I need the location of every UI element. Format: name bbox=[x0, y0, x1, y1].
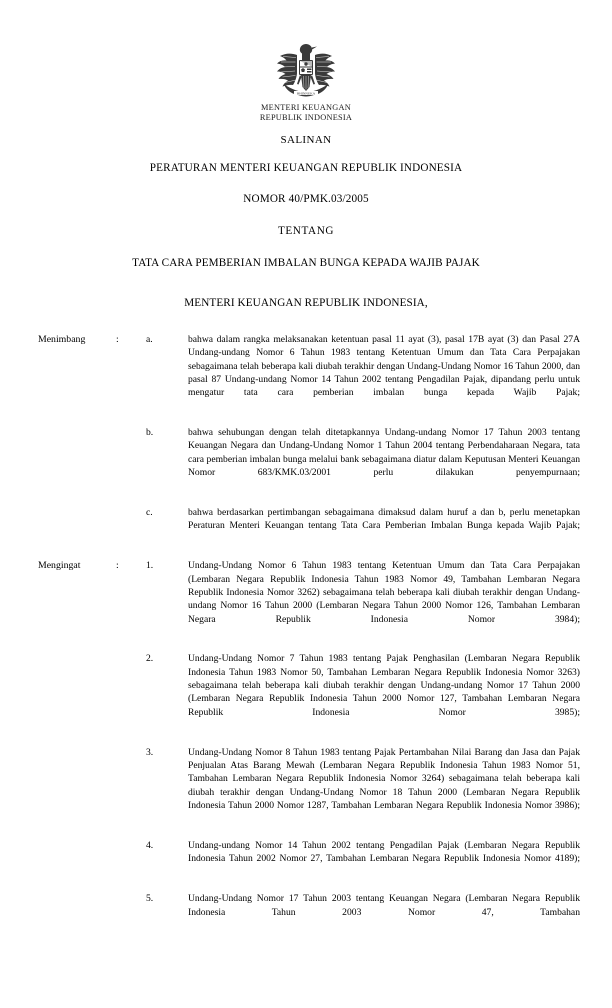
menimbang-item-b bbox=[38, 426, 580, 493]
salinan-label: SALINAN bbox=[280, 133, 332, 146]
menimbang-item-c bbox=[38, 506, 580, 546]
item-marker: a. bbox=[146, 333, 153, 345]
mengingat-item-1 bbox=[38, 559, 580, 639]
mengingat-item-3 bbox=[38, 746, 580, 826]
tentang-label: TENTANG bbox=[277, 224, 335, 237]
item-text: bahwa sehubungan dengan telah ditetapkannya Undang-undang Nomor 17 Tahun 2003 tentang Keuangan Negara dan Undang-Undang Nomor 1 Tahun 2004 tentang Perbendaharaan Negara, tata cara pemberian imbalan bunga melalui bank sebagaimana diatur dalam Keputusan Menteri Keuangan Nomor 683/KMK.03/2001 perlu dilakukan penyempurnaan; bbox=[188, 427, 580, 479]
mengingat-label: Mengingat bbox=[38, 560, 81, 572]
item-marker: 5. bbox=[146, 893, 154, 905]
mengingat-item-2 bbox=[38, 652, 580, 732]
document-title: PERATURAN MENTERI KEUANGAN REPUBLIK INDONESIA bbox=[149, 161, 463, 174]
svg-text:BHINNEKA: BHINNEKA bbox=[296, 91, 316, 96]
item-text: Undang-Undang Nomor 8 Tahun 1983 tentang Pajak Pertambahan Nilai Barang dan Jasa dan Pajak Penjualan Atas Barang Mewah (Lembaran Negara Republik Indonesia Tahun 1983 Nomor 51, Tambahan Lembaran Negara Republik Indonesia Nomor 3264) sebagaimana telah beberapa kali diubah terakhir dengan Undang-Undang Nomor 18 Tahun 2000 (Lembaran Negara Republik Indonesia Tahun 2000 Nomor 1287, Tambahan Lembaran Negara Republik Indonesia Nomor 3986); bbox=[188, 746, 580, 812]
emblem-caption-line1: MENTERI KEUANGAN bbox=[261, 103, 351, 112]
item-text: bahwa dalam rangka melaksanakan ketentuan pasal 11 ayat (3), pasal 17B ayat (3) dan Pasal 27A Undang-undang Nomor 6 Tahun 1983 tentang Ketentuan Umum dan Tata Cara Perpajakan sebagaimana telah beberapa kali diubah terakhir dengan Undang-Undang Nomor 16 Tahun 2000, dan pasal 87 Undang-undang Nomor 14 Tahun 2002 tentang Pengadilan Pajak, dipandang perlu untuk mengatur tata cara pemberian imbalan bunga kepada Wajib Pajak; bbox=[188, 333, 580, 399]
document-number: NOMOR 40/PMK.03/2005 bbox=[243, 192, 369, 205]
menimbang-label: Menimbang bbox=[38, 333, 86, 345]
emblem-caption-line2: REPUBLIK INDONESIA bbox=[259, 113, 353, 123]
menimbang-item-a bbox=[38, 333, 580, 413]
menimbang-colon: : bbox=[116, 333, 119, 345]
item-marker: c. bbox=[146, 506, 153, 518]
garuda-pancasila-emblem bbox=[275, 42, 337, 100]
mengingat-item-4 bbox=[38, 839, 580, 879]
section-spacer bbox=[38, 546, 580, 559]
mengingat-section bbox=[38, 559, 580, 932]
item-text: Undang-Undang Nomor 7 Tahun 1983 tentang Pajak Penghasilan (Lembaran Negara Republik Indonesia Tahun 1983 Nomor 50, Tambahan Lembaran Negara Republik Indonesia Nomor 3263) sebagaimana telah beberapa kali diubah terakhir dengan Undang-undang Nomor 17 Tahun 2000 (Lembaran Negara Republik Indonesia Tahun 2000 Nomor 127, Tambahan Lembaran Negara Republik Indonesia Nomor 3985); bbox=[188, 653, 580, 718]
mengingat-item-5 bbox=[38, 892, 580, 932]
item-text: Undang-undang Nomor 14 Tahun 2002 tentang Pengadilan Pajak (Lembaran Negara Republik Indonesia Tahun 2002 Nomor 27, Tambahan Lembaran Negara Republik Indonesia Nomor 4189); bbox=[188, 839, 580, 865]
item-marker: 4. bbox=[146, 839, 154, 851]
item-marker: 1. bbox=[146, 560, 154, 572]
item-marker: 3. bbox=[146, 746, 154, 758]
item-text: bahwa berdasarkan pertimbangan sebagaimana dimaksud dalam huruf a dan b, perlu menetapkan Peraturan Menteri Keuangan tentang Tata Cara Pemberian Imbalan Bunga kepada Wajib Pajak; bbox=[188, 506, 580, 532]
emblem-caption bbox=[0, 103, 612, 124]
document-subject: TATA CARA PEMBERIAN IMBALAN BUNGA KEPADA WAJIB PAJAK bbox=[132, 256, 480, 269]
document-body bbox=[0, 333, 612, 932]
item-marker: b. bbox=[146, 427, 154, 439]
document-header bbox=[0, 0, 612, 124]
item-marker: 2. bbox=[146, 653, 154, 665]
menimbang-section bbox=[38, 333, 580, 546]
mengingat-colon: : bbox=[116, 560, 119, 572]
item-text: Undang-Undang Nomor 6 Tahun 1983 tentang Ketentuan Umum dan Tata Cara Perpajakan (Lembaran Negara Republik Indonesia Tahun 1983 Nomor 49, Tambahan Lembaran Negara Republik Indonesia Nomor 3262) sebagaimana telah beberapa kali diubah terakhir dengan Undang-undang Nomor 16 Tahun 2000 (Lembaran Negara Tahun 2000 Nomor 126, Tambahan Lembaran Negara Republik Indonesia Nomor 3984); bbox=[188, 560, 580, 625]
item-text: Undang-Undang Nomor 17 Tahun 2003 tentang Keuangan Negara (Lembaran Negara Republik Indonesia Tahun 2003 Nomor 47, Tambahan bbox=[188, 893, 580, 918]
issuing-authority: MENTERI KEUANGAN REPUBLIK INDONESIA, bbox=[184, 296, 428, 309]
